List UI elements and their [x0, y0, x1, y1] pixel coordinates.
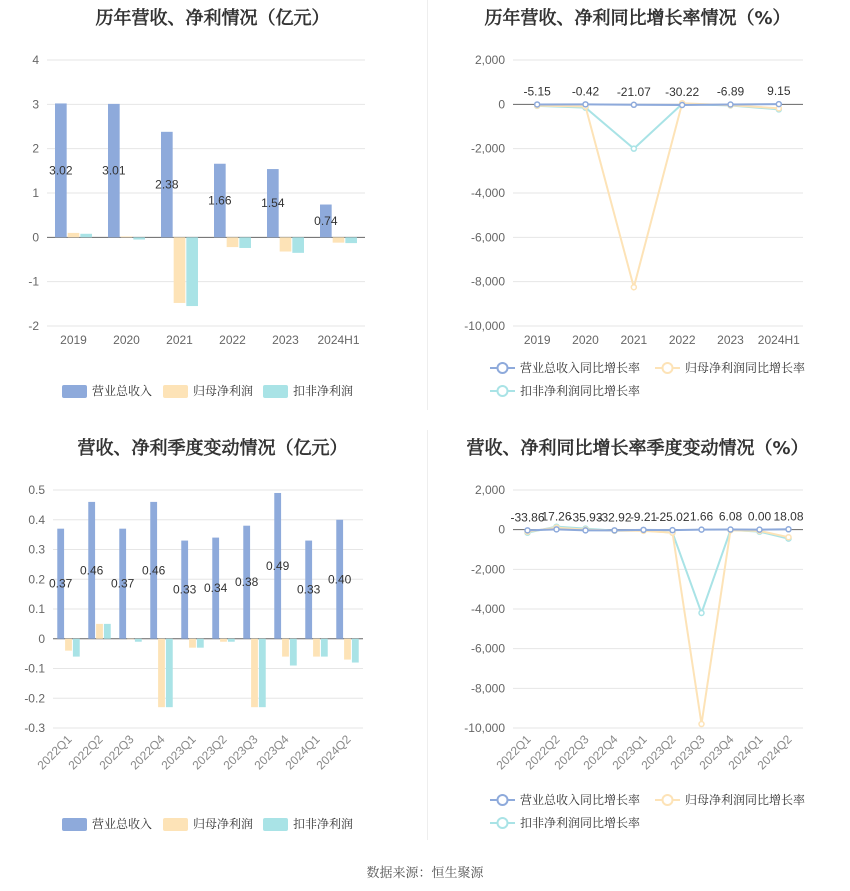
bar: [127, 639, 134, 640]
data-point: [670, 528, 675, 533]
y-tick-label: 0.1: [28, 602, 45, 616]
y-tick-label: 0.3: [28, 542, 45, 557]
bar: [280, 237, 292, 251]
bar: [174, 237, 186, 303]
data-label: 1.54: [261, 196, 285, 211]
legend-swatch-marker: [498, 795, 508, 805]
bar: [73, 639, 80, 657]
legend-label: 营业总收入同比增长率: [520, 361, 641, 375]
bar: [189, 639, 196, 648]
quarterly-yoy-panel: [425, 430, 850, 850]
legend-label: 归母净利润同比增长率: [685, 361, 806, 375]
x-tick-label: 2021: [166, 333, 193, 347]
bar: [135, 639, 142, 642]
data-point: [641, 527, 646, 532]
y-tick-label: -0.1: [24, 661, 45, 676]
x-tick-label: 2020: [113, 333, 140, 347]
bar: [228, 639, 235, 642]
legend-label: 归母净利润同比增长率: [685, 793, 806, 807]
y-tick-label: -6,000: [470, 230, 505, 245]
y-tick-label: 0: [498, 522, 505, 537]
x-tick-label: 2022Q4: [580, 732, 621, 773]
x-tick-label: 2023Q1: [609, 732, 650, 773]
y-tick-label: -0.3: [24, 721, 45, 735]
data-label: -35.93: [568, 510, 603, 525]
data-label: 1.66: [208, 193, 232, 208]
bar: [133, 237, 145, 239]
bar: [197, 639, 204, 648]
legend-swatch-marker: [498, 818, 508, 828]
legend-label: 归母净利润: [193, 384, 254, 398]
data-point: [680, 103, 685, 108]
bar: [345, 237, 357, 243]
legend-label: 营业总收入: [92, 384, 153, 398]
data-label: 3.01: [102, 163, 126, 178]
y-tick-label: 4: [32, 53, 39, 67]
y-tick-label: -8,000: [470, 274, 505, 289]
legend-swatch: [163, 385, 188, 398]
data-point: [612, 528, 617, 533]
data-point: [728, 527, 733, 532]
legend-swatch: [263, 385, 288, 398]
data-point: [631, 102, 636, 107]
y-tick-label: -10,000: [464, 319, 505, 333]
data-label: 18.08: [773, 509, 804, 524]
data-point: [786, 535, 791, 540]
annual-yoy-chart: [425, 0, 850, 410]
bar: [158, 639, 165, 707]
y-tick-label: 0: [498, 97, 505, 112]
series-line: [528, 529, 789, 530]
data-label: -0.42: [571, 84, 600, 99]
x-tick-label: 2022: [668, 333, 696, 347]
series-line: [528, 528, 789, 724]
data-label: -25.02: [655, 510, 690, 525]
series-line: [537, 104, 779, 105]
y-tick-label: 0.2: [28, 572, 45, 587]
data-label: 0.74: [314, 213, 338, 228]
data-label: 0.33: [297, 582, 321, 597]
annual-yoy-panel: [425, 0, 850, 410]
y-tick-label: 0: [32, 230, 39, 245]
x-tick-label: 2022: [219, 333, 246, 347]
bar: [166, 639, 173, 707]
bar: [96, 624, 103, 639]
x-tick-label: 2022Q4: [127, 732, 168, 773]
data-label: 0.46: [80, 563, 104, 578]
bar: [313, 639, 320, 657]
x-tick-label: 2024Q1: [282, 732, 323, 773]
data-point: [776, 102, 781, 107]
series-line: [537, 104, 779, 149]
legend-label: 营业总收入同比增长率: [520, 793, 641, 807]
legend-label: 扣非净利润: [293, 384, 354, 398]
legend-label: 营业总收入: [92, 817, 153, 831]
x-tick-label: 2022Q3: [96, 732, 137, 773]
bar: [282, 639, 289, 657]
data-label: 0.00: [747, 509, 772, 524]
y-tick-label: 2,000: [474, 53, 505, 67]
x-tick-label: 2023Q2: [189, 732, 230, 773]
legend-swatch-marker: [663, 795, 673, 805]
data-label: 2.38: [155, 177, 179, 192]
data-label: 0.38: [235, 575, 259, 590]
x-tick-label: 2019: [523, 333, 551, 347]
legend-swatch-marker: [498, 363, 508, 373]
chart-title: 营收、净利同比增长率季度变动情况（%）: [466, 438, 809, 459]
bar: [121, 236, 133, 237]
x-tick-label: 2023Q2: [638, 732, 679, 773]
data-label: 0.33: [173, 582, 197, 597]
y-tick-label: 0: [38, 631, 45, 646]
x-tick-label: 2023Q3: [667, 732, 708, 773]
legend-swatch: [62, 818, 87, 831]
data-label: 0.37: [111, 576, 135, 591]
data-label: -6.89: [716, 84, 745, 99]
legend-swatch-marker: [663, 363, 673, 373]
data-label: 9.15: [767, 84, 791, 99]
y-tick-label: 2,000: [474, 483, 505, 497]
data-point: [699, 527, 704, 532]
bar: [292, 237, 304, 253]
x-tick-label: 2023Q4: [251, 732, 292, 773]
x-tick-label: 2019: [60, 333, 87, 347]
x-tick-label: 2023: [272, 333, 299, 347]
chart-title: 历年营收、净利同比增长率情况（%）: [484, 8, 791, 29]
legend-swatch: [263, 818, 288, 831]
data-point: [583, 102, 588, 107]
bar: [68, 233, 80, 237]
data-label: 1.66: [689, 509, 714, 524]
x-tick-label: 2023: [717, 333, 744, 347]
y-tick-label: 1: [32, 186, 39, 200]
bar: [104, 624, 111, 639]
y-tick-label: 3: [32, 97, 39, 112]
x-tick-label: 2023Q1: [158, 732, 199, 773]
data-point: [786, 527, 791, 532]
bar: [239, 237, 251, 248]
bar: [65, 639, 72, 651]
legend-swatch: [62, 385, 87, 398]
data-point: [631, 285, 636, 290]
data-label: 0.37: [49, 576, 73, 591]
bar: [220, 639, 227, 642]
data-point: [728, 102, 733, 107]
x-tick-label: 2022Q2: [522, 732, 563, 773]
chart-title: 营收、净利季度变动情况（亿元）: [77, 438, 348, 459]
data-label: 6.08: [718, 509, 743, 524]
data-label: 0.46: [142, 563, 166, 578]
legend-label: 扣非净利润: [293, 817, 354, 831]
quarterly-revenue-profit-chart: [0, 430, 425, 850]
bar: [186, 237, 198, 306]
x-tick-label: 2024Q2: [754, 732, 795, 773]
data-point: [525, 528, 530, 533]
bar: [344, 639, 351, 660]
bar: [352, 639, 359, 663]
bar: [227, 237, 239, 247]
annual-revenue-profit-chart: [0, 0, 425, 410]
x-tick-label: 2021: [620, 333, 648, 347]
y-tick-label: -1: [28, 274, 39, 289]
x-tick-label: 2020: [572, 333, 599, 347]
x-tick-label: 2024Q1: [725, 732, 766, 773]
data-label: 0.40: [328, 572, 352, 587]
bar: [80, 234, 92, 238]
data-label: -21.07: [616, 84, 651, 99]
y-tick-label: -4,000: [470, 186, 505, 200]
data-label: 0.49: [266, 558, 290, 573]
chart-title: 历年营收、净利情况（亿元）: [95, 8, 330, 29]
bar: [251, 639, 258, 707]
data-label: 17.26: [541, 509, 572, 524]
data-label: 3.02: [49, 163, 73, 178]
x-tick-label: 2024Q2: [313, 732, 354, 773]
data-point: [535, 102, 540, 107]
data-source-note: 数据来源：恒生聚源: [366, 866, 484, 881]
y-tick-label: -8,000: [470, 681, 505, 696]
quarterly-revenue-profit-panel: [0, 430, 425, 850]
data-point: [699, 722, 704, 727]
y-tick-label: -0.2: [24, 691, 45, 706]
data-label: -33.86: [510, 510, 545, 525]
y-tick-label: 0.4: [28, 512, 45, 527]
data-label: -30.22: [665, 85, 700, 100]
data-label: -32.92: [597, 510, 632, 525]
x-tick-label: 2023Q4: [696, 732, 737, 773]
series-line: [537, 103, 779, 287]
legend-label: 扣非净利润同比增长率: [520, 816, 641, 830]
y-tick-label: -2: [28, 319, 39, 333]
data-point: [583, 528, 588, 533]
x-tick-label: 2023Q3: [220, 732, 261, 773]
data-point: [757, 527, 762, 532]
x-tick-label: 2024H1: [757, 333, 800, 347]
y-tick-label: -10,000: [464, 721, 505, 735]
annual-revenue-profit-panel: [0, 0, 425, 410]
y-tick-label: -4,000: [470, 602, 505, 616]
data-point: [699, 610, 704, 615]
y-tick-label: 0.5: [28, 483, 45, 497]
y-tick-label: -2,000: [470, 141, 505, 156]
legend-swatch: [163, 818, 188, 831]
legend-swatch-marker: [498, 386, 508, 396]
legend-label: 归母净利润: [193, 817, 254, 831]
x-tick-label: 2022Q1: [34, 732, 75, 773]
bar: [321, 639, 328, 657]
quarterly-yoy-chart: [425, 430, 850, 850]
x-tick-label: 2022Q2: [65, 732, 106, 773]
data-label: 0.34: [204, 581, 228, 596]
x-tick-label: 2022Q3: [551, 732, 592, 773]
legend-label: 扣非净利润同比增长率: [520, 384, 641, 398]
data-point: [631, 146, 636, 151]
y-tick-label: 2: [32, 141, 39, 156]
data-point: [554, 527, 559, 532]
data-label: -9.21: [629, 509, 658, 524]
bar: [259, 639, 266, 707]
y-tick-label: -2,000: [470, 562, 505, 577]
bar: [290, 639, 297, 666]
x-tick-label: 2024H1: [317, 333, 360, 347]
x-tick-label: 2022Q1: [493, 732, 534, 773]
bar: [333, 237, 345, 242]
data-label: -5.15: [523, 84, 551, 99]
y-tick-label: -6,000: [470, 641, 505, 656]
